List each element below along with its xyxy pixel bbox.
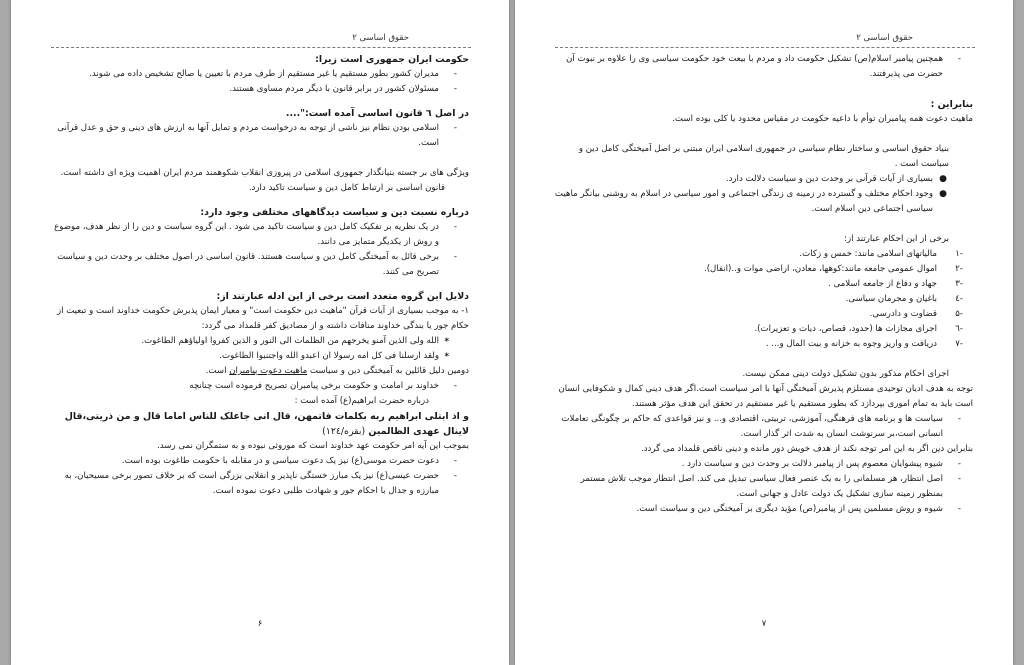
paragraph: درباره حضرت ابراهیم(ع) آمده است : xyxy=(294,396,429,406)
list-item: - در یک نظریه بر تفکیک کامل دین و سیاست تاکید می شود . این گروه سیاست و دین را از نظر هدف، موضوع و روش از یکدیگر متمایز می دانند. xyxy=(54,222,457,247)
list-item: - مدیران کشور بطور مستقیم یا غیر مستقیم از طرف مردم با تعیین یا صالح تشخیص داده می شوند. xyxy=(89,69,457,79)
bullet-item: ● وجود احکام مختلف و گسترده در زمینه ی زندگی اجتماعی و امور سیاسی در اسلام به روشنی بیانگر ماهیت سیاسی اجتماعی دین اسلام است. xyxy=(554,189,947,214)
list-item: - شیوه و روش مسلمین پس از پیامبر(ص) مؤید دیگری بر آمیختگی دین و سیاست است. xyxy=(636,504,961,514)
header-title: حقوق اساسی ۲ xyxy=(352,33,409,43)
numbered-item: -۲ اموال عمومی جامعه مانند:کوهها، معادن، اراضی موات و..(انفال). xyxy=(703,264,963,274)
list-item: - شیوه پیشوایان معصوم پس از پیامبر دلالت بر وحدت دین و سیاست دارد . xyxy=(681,459,961,469)
document-page-7 xyxy=(515,0,1013,665)
bullet-item: ● بسیاری از آیات قرآنی بر وحدت دین و سیاست دلالت دارد. xyxy=(725,174,947,184)
paragraph: قانون اساسی بر ارتباط کامل دین و سیاست تاکید دارد. xyxy=(248,183,445,193)
paragraph: بموجب این آیه امر حکومت عهد خداوند است که موروثی نبوده و به ستمگران نمی رسد. xyxy=(157,441,469,451)
page-number: ۷ xyxy=(761,619,767,629)
list-item: - مسئولان کشور در برابر قانون با دیگر مردم مساوی هستند. xyxy=(229,84,457,94)
paragraph: ماهیت دعوت همه پیامبران توأم با داعیه حکومت در مقیاس محدود یا کلی بوده است. xyxy=(672,114,973,124)
numbered-item: -٤ باغیان و مجرمان سیاسی. xyxy=(845,294,963,304)
heading-banabarin: بنابراین : xyxy=(930,99,973,110)
heading-jomhuri: حکومت ایران جمهوری است زیرا: xyxy=(315,54,469,65)
verse: و اذ ابتلی ابراهیم ربه بکلمات فاتمهن، قال انی جاعلک للناس اماما قال و من ذریتی،قال لاینال عهدی الظالمین (بقره/۱۲٤) xyxy=(64,411,469,437)
numbered-item: -۷ دریافت و واریز وجوه به خزانه و بیت المال و... . xyxy=(765,339,963,349)
numbered-item: -۵ قضاوت و دادرسی. xyxy=(869,309,963,319)
list-item: - خداوند بر امامت و حکومت برخی پیامبران تصریح فرموده است چنانچه xyxy=(189,381,457,391)
list-item: - اصل انتظار، هر مسلمانی را به یک عنصر فعال سیاسی تبدیل می کند. اصل انتظار موجب تلاش مستمر بمنظور زمینه سازی تشکیل یک دولت عادل و جهانی است. xyxy=(580,474,961,499)
paragraph: دومین دلیل قائلین به آمیختگی دین و سیاست ماهیت دعوت پیامبران است. xyxy=(205,366,469,376)
header-title: حقوق اساسی ۲ xyxy=(856,33,913,43)
heading-dalayel: دلایل این گروه متعدد است برخی از این ادله عبارتند از: xyxy=(216,291,469,302)
heading-din-siasat: درباره نسبت دین و سیاست دیدگاههای مختلفی وجود دارد: xyxy=(200,207,469,218)
paragraph: برخی از این احکام عبارتند از: xyxy=(844,234,949,244)
numbered-item: -٦ اجرای مجازات ها (حدود، قصاص، دیات و تعزیرات). xyxy=(754,324,963,334)
paragraph: بنیاد حقوق اساسی و ساختار نظام سیاسی در جمهوری اسلامی ایران مبتنی بر اصل آمیختگی کامل دین و سیاست است . xyxy=(578,144,949,169)
list-item: - سیاست ها و برنامه های فرهنگی، آموزشی، تربیتی، اقتصادی و... و نیز قواعدی که حاکم بر چگونگی تعاملات انسانی است،بر سرنوشت انسان به شدت اثر گذار است. xyxy=(561,414,961,439)
paragraph: توجه به هدف ادیان توحیدی مستلزم پذیرش آمیختگی آنها با امر سیاست است.اگر هدف دینی کمال و شکوفایی انسان است باید به تمام اموری بپردازد که بطور مستقیم یا غیر مستقیم در تحقق این هدف مؤثر هستند. xyxy=(558,384,973,409)
page-number: ۶ xyxy=(257,619,263,629)
document-page-6 xyxy=(11,0,509,665)
paragraph: بنابراین دین اگر به این امر توجه نکند از هدف خویش دور مانده و دینی ناقص قلمداد می گردد. xyxy=(640,444,973,454)
paragraph: ۱- به موجب بسیاری از آیات قرآن "ماهیت دین حکومت است" و معیار ایمان پذیرش حکومت خداوند است و تبعیت از حکام جور یا بندگی خداوند منافات داشته و از مصادیق کفر قلمداد می گردد: xyxy=(56,306,469,331)
paragraph: اجرای احکام مذکور بدون تشکیل دولت دینی ممکن نیست. xyxy=(742,369,949,379)
page-header xyxy=(51,33,471,48)
quote-item: * الله ولی الذین آمنو یخرجهم من الظلمات الی النور و الذین کفروا اولیاؤهم الطاغوت. xyxy=(141,336,449,347)
page-body xyxy=(553,52,973,517)
page-body xyxy=(49,52,469,499)
numbered-item: -۳ جهاد و دفاع از جامعه اسلامی . xyxy=(828,279,963,289)
list-item: - همچنین پیامبر اسلام(ص) تشکیل حکومت داد و مردم با بیعت خود حکومت سیاسی وی را علاوه بر نبوت آن حضرت می پذیرفتند. xyxy=(566,54,961,79)
list-item: - دعوت حضرت موسی(ع) نیز یک دعوت سیاسی و در مقابله با حکومت طاغوت بوده است. xyxy=(121,456,457,466)
heading-asl-6: در اصل ٦ قانون اساسی آمده است:".... xyxy=(285,108,469,119)
paragraph: ویژگی های بر جسته بنیانگذار جمهوری اسلامی در پیروزی انقلاب شکوهمند مردم ایران اهمیت ویژه ای داشته است. xyxy=(60,168,469,178)
numbered-item: -۱ مالیاتهای اسلامی مانند: خمس و زکات. xyxy=(799,249,963,259)
page-header xyxy=(555,33,975,48)
list-item: - حضرت عیسی(ع) نیز یک مبارز خستگی ناپذیر و انقلابی بزرگی است که بر خلاف تصور برخی مسیحیان، به مبارزه و جدال با احکام جور و شهادت طلبی دعوت نموده است. xyxy=(64,471,457,496)
quote-item: * ولقد ارسلنا فی کل امه رسولا ان اعبدو الله واجتنبوا الطاغوت. xyxy=(219,351,449,362)
list-item: - برخی قائل به آمیختگی کامل دین و سیاست هستند. قانون اساسی در اصول مختلف بر وحدت دین و سیاست تصریح می کنند. xyxy=(57,252,457,277)
list-item: - اسلامی بودن نظام نیز ناشی از توجه به درخواست مردم و تمایل آنها به ارزش های دینی و حق و عدل قرآنی است. xyxy=(57,123,457,148)
